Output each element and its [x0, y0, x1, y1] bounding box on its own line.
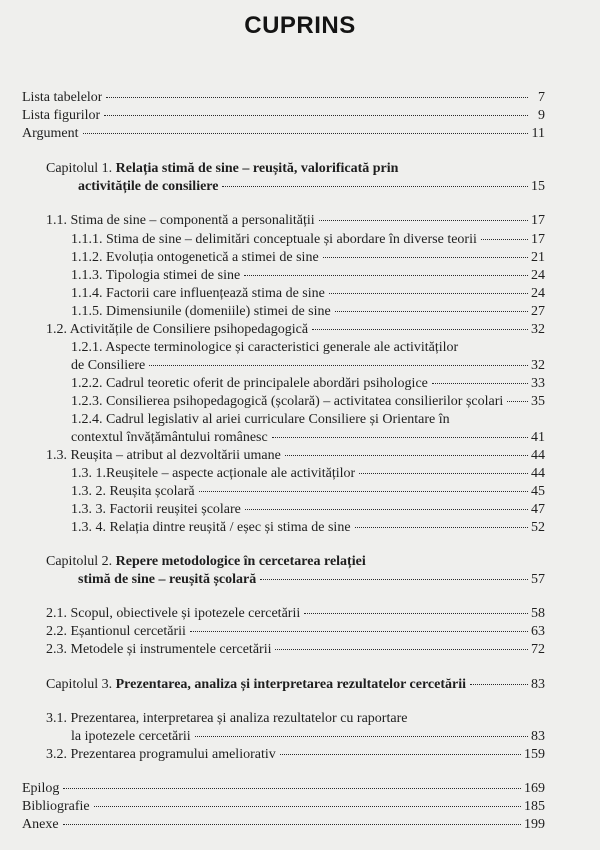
dot-leader	[470, 684, 528, 685]
toc-entry	[46, 212, 545, 230]
toc-entry-title: 1.1.2. Evoluția ontogenetică a stimei de sine	[71, 250, 319, 265]
toc-entry	[71, 411, 545, 429]
toc-entry	[71, 285, 545, 303]
toc-entry	[22, 125, 545, 143]
dot-leader	[481, 239, 528, 240]
toc-entry-title: 2.2. Eșantionul cercetării	[46, 624, 186, 639]
dot-leader	[329, 293, 528, 294]
dot-leader	[195, 736, 528, 737]
toc-entry	[46, 676, 545, 694]
dot-leader	[245, 509, 528, 510]
toc-entry	[22, 89, 545, 107]
toc-entry	[71, 267, 545, 285]
dot-leader	[199, 491, 528, 492]
toc-entry-title: Epilog	[22, 781, 60, 796]
toc-entry	[78, 571, 545, 589]
toc-entry-title: 2.1. Scopul, obiectivele și ipotezele cercetării	[46, 606, 301, 621]
toc-entry-page-number: 72	[531, 642, 545, 657]
toc-entry-page-number: 185	[524, 799, 545, 814]
toc-entry-title: 2.3. Metodele și instrumentele cercetării	[46, 642, 272, 657]
dot-leader	[106, 97, 528, 98]
toc-entry-title: 1.2.3. Consilierea psihopedagogică (școlară) – activitatea consilierilor școlari	[71, 394, 504, 409]
toc-entry-page-number: 83	[531, 677, 545, 692]
toc-entry	[71, 339, 545, 357]
dot-leader	[335, 311, 528, 312]
toc-entry	[71, 249, 545, 267]
toc-entry	[46, 746, 545, 764]
dot-leader	[260, 579, 528, 580]
dot-leader	[272, 437, 528, 438]
toc-entry-title: 3.1. Prezentarea, interpretarea și analiza rezultatelor cu raportare	[46, 711, 408, 726]
toc-entry-title: Capitolul 1. Relația stimă de sine – reușită, valorificată prin	[46, 161, 399, 176]
toc-entry	[71, 357, 545, 375]
toc-entry-page-number: 45	[531, 484, 545, 499]
toc-entry	[78, 178, 545, 196]
toc-entry	[71, 519, 545, 537]
toc-entry-page-number: 52	[531, 520, 545, 535]
toc-entry	[46, 553, 545, 571]
toc-entry-title: 1.3. Reușita – atribut al dezvoltării umane	[46, 448, 281, 463]
toc-entry-title: 1.1.3. Tipologia stimei de sine	[71, 268, 241, 283]
toc-entry-page-number: 83	[531, 729, 545, 744]
toc-entry	[46, 321, 545, 339]
toc-entry	[22, 798, 545, 816]
toc-entry-title: 1.3. 2. Reușita școlară	[71, 484, 195, 499]
toc-entry-page-number: 44	[531, 466, 545, 481]
toc-entry-page-number: 33	[531, 376, 545, 391]
dot-leader	[104, 115, 528, 116]
toc-entry-title: contextul învățământului românesc	[71, 430, 268, 445]
toc-entry	[46, 447, 545, 465]
dot-leader	[83, 133, 528, 134]
dot-leader	[319, 220, 528, 221]
dot-leader	[63, 788, 521, 789]
toc-entry	[22, 780, 545, 798]
toc-entry	[71, 375, 545, 393]
toc-entry-page-number: 27	[531, 304, 545, 319]
toc-entry-title: 1.2. Activitățile de Consiliere psihopedagogică	[46, 322, 309, 337]
toc-entry	[46, 605, 545, 623]
dot-leader	[312, 329, 528, 330]
dot-leader	[323, 257, 528, 258]
toc-entry	[46, 160, 545, 178]
dot-leader	[275, 649, 528, 650]
toc-entry-page-number: 24	[531, 268, 545, 283]
dot-leader	[149, 365, 528, 366]
toc-entry-page-number: 32	[531, 358, 545, 373]
dot-leader	[280, 754, 521, 755]
toc-entry-page-number: 41	[531, 430, 545, 445]
dot-leader	[507, 401, 528, 402]
toc-entry-title: stimă de sine – reușită școlară	[78, 572, 257, 587]
dot-leader	[190, 631, 528, 632]
toc-entry-title: Bibliografie	[22, 799, 90, 814]
toc-entry-page-number: 17	[531, 232, 545, 247]
toc-entry-title: 1.1. Stima de sine – componentă a personalității	[46, 213, 315, 228]
toc-entry-title: 1.3. 1.Reușitele – aspecte acționale ale activităților	[71, 466, 356, 481]
dot-leader	[432, 383, 528, 384]
toc-entry-page-number: 58	[531, 606, 545, 621]
page-title: CUPRINS	[244, 12, 356, 39]
dot-leader	[222, 186, 528, 187]
toc-entry-title: Argument	[22, 126, 79, 141]
dot-leader	[355, 527, 528, 528]
dot-leader	[285, 455, 528, 456]
toc-entry-title: 1.1.4. Factorii care influențează stima de sine	[71, 286, 325, 301]
toc-entry-page-number: 47	[531, 502, 545, 517]
dot-leader	[359, 473, 528, 474]
toc-entry-page-number: 169	[524, 781, 545, 796]
toc-entry	[22, 816, 545, 834]
toc-entry-title: 1.1.1. Stima de sine – delimitări conceptuale și abordare în diverse teorii	[71, 232, 477, 247]
toc-entry-page-number: 44	[531, 448, 545, 463]
toc-entry	[46, 623, 545, 641]
toc-entry	[71, 483, 545, 501]
toc-entry-title: de Consiliere	[71, 358, 146, 373]
toc-entry-title: 1.2.1. Aspecte terminologice și caracteristici generale ale activităților	[71, 340, 459, 355]
toc-entry-title: 1.2.4. Cadrul legislativ al ariei curriculare Consiliere și Orientare în	[71, 412, 450, 427]
toc-entry-title: Lista tabelelor	[22, 90, 103, 105]
toc-entry-page-number: 21	[531, 250, 545, 265]
toc-entry-page-number: 11	[531, 126, 545, 141]
toc-entry-title: 1.1.5. Dimensiunile (domeniile) stimei de sine	[71, 304, 331, 319]
toc-entry-page-number: 7	[538, 90, 545, 105]
toc-entry	[71, 429, 545, 447]
dot-leader	[304, 613, 528, 614]
toc-entry-page-number: 15	[531, 179, 545, 194]
toc-entry	[71, 303, 545, 321]
toc-entry-page-number: 57	[531, 572, 545, 587]
toc-entry-title: activitățile de consiliere	[78, 179, 219, 194]
toc-entry-title: 3.2. Prezentarea programului ameliorativ	[46, 747, 276, 762]
toc-entry-title: 1.3. 4. Relația dintre reușită / eșec și stima de sine	[71, 520, 351, 535]
toc-entry	[71, 501, 545, 519]
toc-entry	[71, 728, 545, 746]
toc-entry-page-number: 63	[531, 624, 545, 639]
dot-leader	[244, 275, 528, 276]
toc-entry-page-number: 32	[531, 322, 545, 337]
dot-leader	[63, 824, 521, 825]
toc-entry	[71, 465, 545, 483]
toc-entry	[71, 231, 545, 249]
toc-entry-title: Lista figurilor	[22, 108, 101, 123]
toc-entry-title: Capitolul 3. Prezentarea, analiza și interpretarea rezultatelor cercetării	[46, 677, 467, 692]
toc-entry	[46, 710, 545, 728]
toc-entry-title: Anexe	[22, 817, 59, 832]
toc-entry-title: 1.2.2. Cadrul teoretic oferit de principalele abordări psihologice	[71, 376, 428, 391]
toc-entry	[22, 107, 545, 125]
toc-entry	[46, 641, 545, 659]
toc-entry-page-number: 199	[524, 817, 545, 832]
toc-entry-title: Capitolul 2. Repere metodologice în cercetarea relației	[46, 554, 366, 569]
dot-leader	[94, 806, 521, 807]
toc-entry-page-number: 159	[524, 747, 545, 762]
toc-entry	[71, 393, 545, 411]
toc-entry-page-number: 9	[538, 108, 545, 123]
toc-entry-page-number: 24	[531, 286, 545, 301]
toc-entry-title: la ipotezele cercetării	[71, 729, 191, 744]
toc-entry-page-number: 35	[531, 394, 545, 409]
toc-entry-title: 1.3. 3. Factorii reușitei școlare	[71, 502, 241, 517]
toc-entry-page-number: 17	[531, 213, 545, 228]
